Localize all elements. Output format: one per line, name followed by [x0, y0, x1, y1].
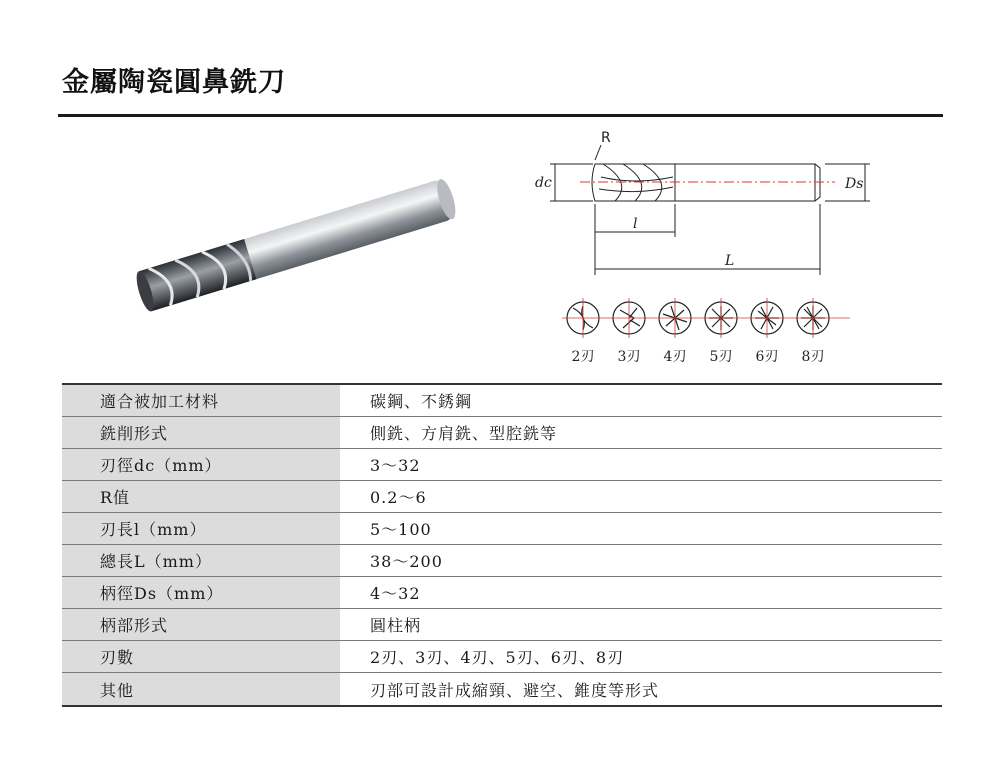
page-title: 金屬陶瓷圓鼻銑刀: [62, 67, 286, 98]
table-row: [62, 481, 942, 513]
row-label: 適合被加工材料: [62, 385, 340, 416]
flute-label-3: 3刃: [617, 349, 641, 365]
table-row: [62, 417, 942, 449]
radius-label: R: [601, 130, 611, 146]
table-row: [62, 545, 942, 577]
row-label: 刃徑dc（mm）: [62, 449, 340, 480]
row-label: 柄部形式: [62, 609, 340, 640]
end-mill-photo: [118, 170, 468, 320]
row-label: 刃長l（mm）: [62, 513, 340, 544]
row-value: 0.2～6: [370, 488, 427, 507]
table-row: [62, 513, 942, 545]
flute-label-2: 2刃: [571, 349, 595, 365]
title-divider: [58, 114, 943, 117]
shank-diameter-label: Ds: [845, 176, 864, 192]
flute-labels: [560, 346, 860, 366]
row-value: 4～32: [370, 584, 421, 603]
row-value: 刃部可設計成縮頸、避空、錐度等形式: [370, 680, 660, 700]
row-label: 銑削形式: [62, 417, 340, 448]
table-row: [62, 449, 942, 481]
flute-length-label: l: [633, 216, 638, 232]
row-label: 刃數: [62, 641, 340, 672]
dimension-drawing: [515, 125, 895, 290]
spec-table: [62, 383, 942, 707]
row-value: 3～32: [370, 456, 421, 475]
row-value: 38～200: [370, 552, 443, 571]
table-row: [62, 641, 942, 673]
cutting-diameter-label: dc: [535, 175, 552, 191]
flute-cross-sections: [560, 296, 860, 346]
row-label: 其他: [62, 673, 340, 705]
flute-label-4: 4刃: [663, 349, 687, 365]
table-row: [62, 609, 942, 641]
row-value: 5～100: [370, 520, 432, 539]
row-value: 圓柱柄: [370, 616, 422, 635]
flute-label-8: 8刃: [801, 349, 825, 365]
row-label: 總長L（mm）: [62, 545, 340, 576]
overall-length-label: L: [725, 253, 735, 269]
flute-count-section: [560, 296, 860, 366]
table-row: [62, 673, 942, 707]
row-value: 碳鋼、不銹鋼: [370, 392, 473, 411]
row-value: 側銑、方肩銑、型腔銑等: [370, 424, 558, 443]
table-row: [62, 577, 942, 609]
table-row: [62, 385, 942, 417]
flute-label-6: 6刃: [755, 349, 779, 365]
row-label: 柄徑Ds（mm）: [62, 577, 340, 608]
flute-label-5: 5刃: [709, 349, 733, 365]
row-label: R值: [62, 481, 340, 512]
row-value: 2刃、3刃、4刃、5刃、6刃、8刃: [370, 648, 625, 667]
